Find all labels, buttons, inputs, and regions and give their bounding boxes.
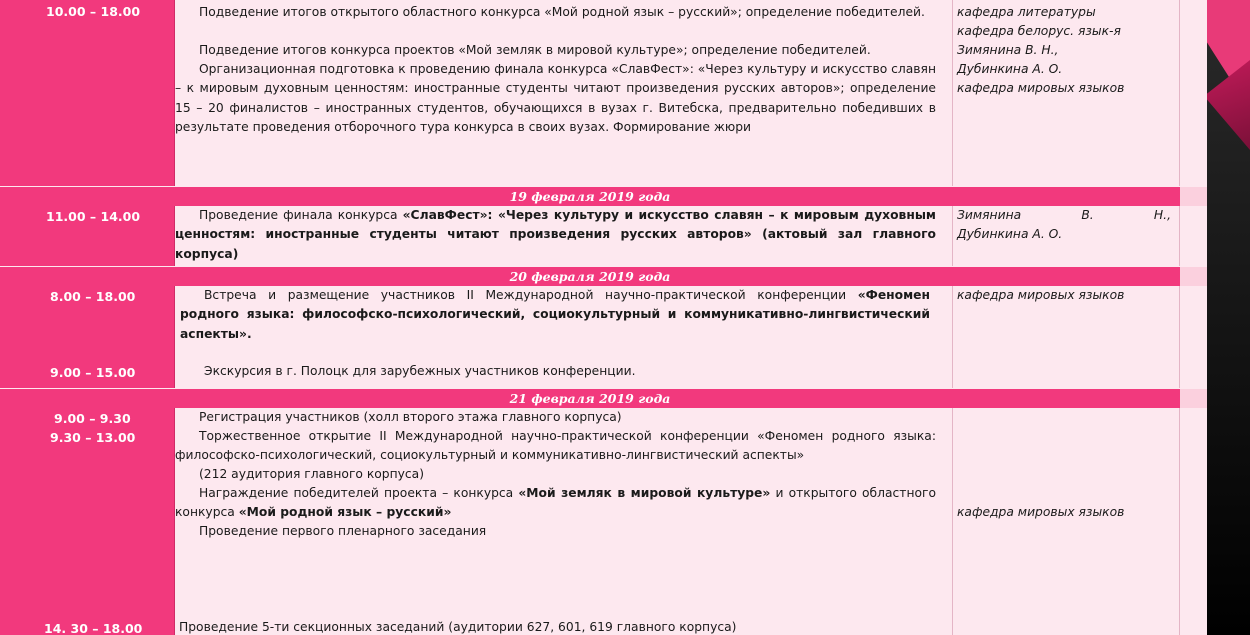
time-label: 11.00 – 14.00: [46, 209, 141, 224]
extra-cell: [1180, 0, 1207, 186]
time-label: 9.00 – 9.30: [54, 411, 131, 426]
schedule-row: [0, 206, 1207, 266]
responsible-label: кафедра белорус. язык-я: [957, 24, 1121, 38]
responsible-label: Дубинкина А. О.: [957, 62, 1063, 76]
responsible-label: кафедра мировых языков: [957, 505, 1125, 519]
description-paragraph: Проведение первого пленарного заседания: [199, 524, 487, 538]
description-paragraph: Подведение итогов конкурса проектов «Мой земляк в мировой культуре»; определение победителей.: [199, 43, 871, 57]
responsible-label: кафедра литературы: [957, 5, 1096, 19]
time-label: 14. 30 – 18.00: [44, 621, 143, 635]
description-cell: [175, 0, 953, 186]
schedule-row: [0, 286, 1207, 388]
time-label: 8.00 – 18.00: [50, 289, 136, 304]
time-label: 9.00 – 15.00: [50, 365, 136, 380]
extra-cell: [1180, 408, 1207, 635]
date-header-extra: [1180, 187, 1207, 206]
date-header: 19 февраля 2019 года: [0, 187, 1180, 206]
description-paragraph: Встреча и размещение участников II Международной научно-практической конференции «Феномен родного языка: философско-психологический, социокультурный и коммуникативно-лингвистический аспекты».: [180, 288, 930, 341]
time-cell: [0, 408, 175, 635]
date-header-extra: [1180, 267, 1207, 286]
time-label: 10.00 – 18.00: [46, 4, 141, 19]
responsible-cell: [953, 408, 1180, 635]
date-header-extra: [1180, 389, 1207, 408]
time-cell: [0, 206, 175, 266]
date-header: 20 февраля 2019 года: [0, 267, 1180, 286]
description-cell: [175, 206, 953, 266]
description-paragraph: (212 аудитория главного корпуса): [199, 467, 425, 481]
description-paragraph: Награждение победителей проекта – конкурса «Мой земляк в мировой культуре» и открытого областного конкурса «Мой родной язык – русский»: [175, 486, 936, 520]
responsible-label: Зимянина В. Н.,: [957, 43, 1059, 57]
extra-cell: [1180, 206, 1207, 266]
schedule-row: [0, 408, 1207, 635]
description-paragraph: Подведение итогов открытого областного конкурса «Мой родной язык – русский»; определение победителей.: [199, 5, 925, 19]
responsible-label: кафедра мировых языков: [957, 81, 1125, 95]
description-paragraph: Проведение финала конкурса «СлавФест»: «Через культуру и искусство славян – к мировым духовным ценностям: иностранные студенты читают произведения русских авторов» (актовый зал главного корпуса): [175, 208, 936, 261]
responsible-label: Дубинкина А. О.: [957, 227, 1063, 241]
description-paragraph: Регистрация участников (холл второго этажа главного корпуса): [199, 410, 622, 424]
extra-cell: [1180, 286, 1207, 388]
date-header: 21 февраля 2019 года: [0, 389, 1180, 408]
responsible-label: Зимянина В. Н.,: [957, 208, 1171, 222]
description-paragraph: Организационная подготовка к проведению финала конкурса «СлавФест»: «Через культуру и искусство славян – к мировым духовным ценностям: иностранные студенты читают произведения русских авторов»; определение 15 – 20 финалистов – иностранных студентов, обучающихся в вузах г. Витебска, предварительно победивших в результате проведения отборочного тура конкурса в своих вузах. Формирование жюри: [175, 62, 936, 134]
schedule-row: [0, 0, 1207, 186]
responsible-cell: [953, 286, 1180, 388]
description-paragraph: Торжественное открытие II Международной научно-практической конференции «Феномен родного языка: философско-психологический, социокультурный и коммуникативно-лингвистический аспекты»: [175, 429, 936, 463]
description-cell: [175, 286, 953, 388]
description-cell: [175, 408, 953, 635]
responsible-cell: [953, 0, 1180, 186]
responsible-label: кафедра мировых языков: [957, 288, 1125, 302]
description-paragraph: Экскурсия в г. Полоцк для зарубежных участников конференции.: [204, 364, 636, 378]
description-paragraph: Проведение 5-ти секционных заседаний (аудитории 627, 601, 619 главного корпуса): [179, 620, 737, 634]
time-cell: [0, 286, 175, 388]
time-label: 9.30 – 13.00: [50, 430, 136, 445]
responsible-cell: [953, 206, 1180, 266]
time-cell: [0, 0, 175, 186]
